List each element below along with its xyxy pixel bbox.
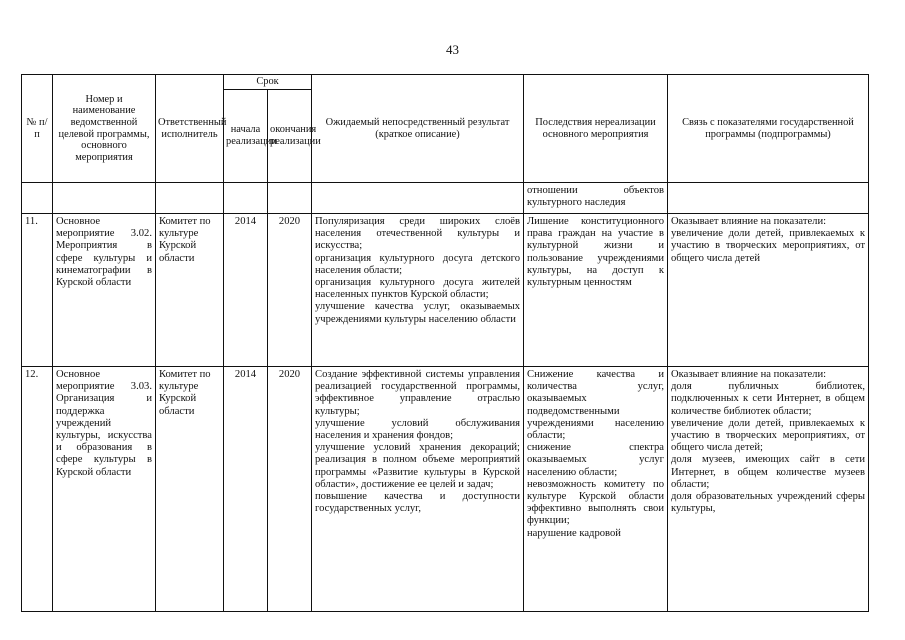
cell-start: 2014 [224,367,268,612]
indicator-line: увеличение доли детей, привлекаемых к участию в творческих мероприятиях, от общего числа детей [671,228,865,264]
indicator-line: увеличение доли детей, привлекаемых к участию в творческих мероприятиях, от общего числа детей; [671,417,865,454]
result-line: улучшение качества услуг, оказываемых учреждениями культуры населению области [315,301,520,325]
header-start: начала реализации [224,90,268,183]
header-indicators: Связь с показателями государственной программы (подпрограммы) [668,75,869,183]
table-row [22,214,869,367]
cell-name: Основное мероприятие 3.02. Мероприятия в сфере культуры и кинематографии в Курской области [53,214,156,367]
cell-result [312,214,524,367]
consequence-line: Лишение конституционного права граждан на участие в культурной жизни и пользование учреждениями культуры, на доступ к культурным ценностям [527,216,664,289]
indicator-line: доля публичных библиотек, подключенных к сети Интернет, в общем количестве библиотек области; [671,381,865,417]
cell-name [53,183,156,214]
result-line: повышение качества и доступности государственных услуг, [315,491,520,515]
cell-consequences [524,367,668,612]
result-line: организация культурного досуга жителей населенных пунктов Курской области; [315,277,520,301]
indicator-line: доля музеев, имеющих сайт в сети Интернет, в общем количестве музеев области; [671,454,865,490]
result-line: улучшение условий хранения декораций; реализация в полном объеме мероприятий программы «Развитие культуры в Курской области», достижение ее целей и задач; [315,442,520,490]
header-num: № п/п [22,75,53,183]
header-row [22,75,869,90]
header-responsible: Ответственный исполнитель [156,75,224,183]
consequence-line: отношении объектов культурного наследия [527,185,664,209]
cell-end [268,183,312,214]
cell-indicators [668,214,869,367]
result-line: Создание эффективной системы управления реализацией государственной программы, эффективное управление отраслью культуры; [315,369,520,417]
page-number: 43 [446,42,459,57]
measures-table [21,74,869,612]
header-consequences: Последствия нереализации основного мероприятия [524,75,668,183]
cell-end: 2020 [268,367,312,612]
result-line: организация культурного досуга детского населения области; [315,252,520,276]
cell-end: 2020 [268,214,312,367]
header-name: Номер и наименование ведомственной целевой программы, основного мероприятия [53,75,156,183]
table-row [22,183,869,214]
consequence-line: Снижение качества и количества услуг, оказываемых подведомственными учреждениями населению области; [527,369,664,442]
consequence-line: нарушение кадровой [527,527,621,539]
indicator-line: Оказывает влияние на показатели: [671,216,827,227]
cell-name: Основное мероприятие 3.03. Организация и поддержка учреждений культуры, искусства и образования в сфере культуры в Курской области [53,367,156,612]
cell-num [22,183,53,214]
cell-result [312,367,524,612]
result-line: улучшение условий обслуживания населения и хранения фондов; [315,417,520,442]
cell-start [224,183,268,214]
consequence-line: невозможность комитету по культуре Курской области эффективно выполнять свои функции; [527,478,664,527]
cell-indicators [668,183,869,214]
cell-responsible: Комитет по культуре Курской области [156,214,224,367]
header-end: окончания реализации [268,90,312,183]
cell-consequences [524,183,668,214]
table-row [22,367,869,612]
cell-consequences [524,214,668,367]
cell-responsible: Комитет по культуре Курской области [156,367,224,612]
cell-start: 2014 [224,214,268,367]
cell-num: 11. [22,214,53,367]
cell-num: 12. [22,367,53,612]
header-result: Ожидаемый непосредственный результат (краткое описание) [312,75,524,183]
consequence-line: снижение спектра оказываемых услуг населению области; [527,442,664,478]
header-term: Срок [224,75,312,90]
indicator-line: доля образовательных учреждений сферы культуры, [671,491,865,515]
indicator-line: Оказывает влияние на показатели: [671,369,827,380]
cell-responsible [156,183,224,214]
cell-result [312,183,524,214]
result-line: Популяризация среди широких слоёв населения отечественной культуры и искусства; [315,216,520,252]
cell-indicators [668,367,869,612]
